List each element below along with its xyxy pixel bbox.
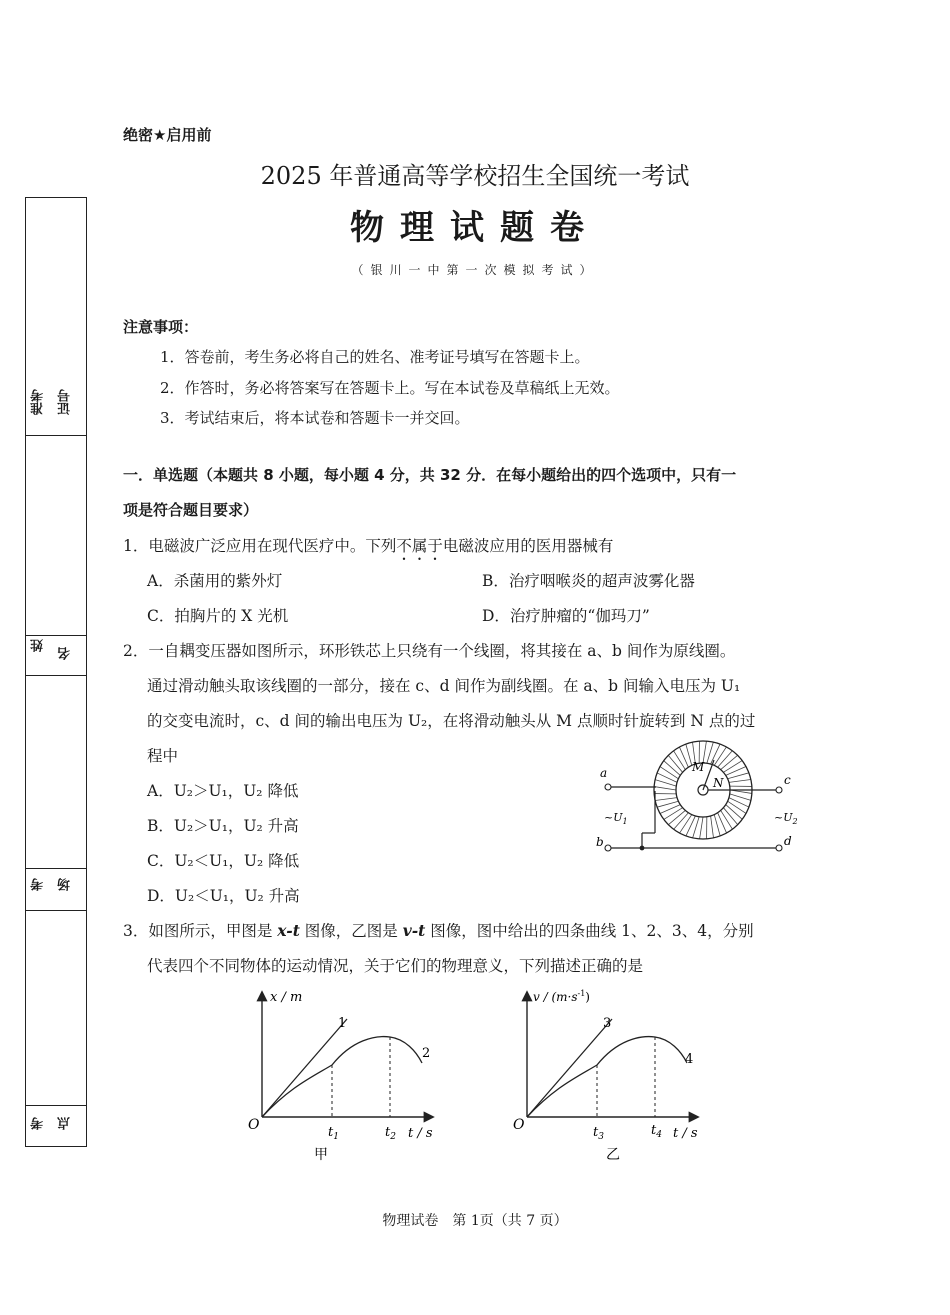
winding-turn [680,815,692,833]
tick-label-t3: $t_3$ [593,1125,604,1142]
strip-divider [26,435,86,436]
winding-turn [726,805,743,820]
strip-label-exam-room [26,868,86,910]
winding-turn [714,815,720,836]
winding-turn [654,787,676,790]
terminal-c [776,787,782,793]
winding-turn [728,801,746,813]
graph-jia-xt [240,985,450,1170]
question-2-stem-line: 2．一自耦变压器如图所示，环形铁芯上只绕有一个线圈，将其接在 a、b 间作为原线圈。 [123,642,736,660]
strip-label-col1: 考 [31,878,46,891]
x-axis-label: t / s [673,1126,698,1141]
notice-item: 3．考试结束后，将本试卷和答题卡一并交回。 [160,409,470,427]
strip-divider [26,910,86,911]
winding-turn [660,767,678,779]
strip-label-col2: 场 [58,878,73,891]
curve-1 [262,1019,347,1117]
winding-turn [718,751,733,768]
winding-turn [721,755,738,769]
question-2-option-b: B．U₂＞U₁，U₂ 升高 [147,817,299,835]
question-3-stem-line: 代表四个不同物体的运动情况，关于它们的物理意义，下列描述正确的是 [147,957,644,975]
strip-label-exam-site [26,1105,86,1147]
winding-turn [723,761,742,773]
curve-2 [262,1037,422,1117]
y-axis-label: x / m [270,990,303,1005]
graph-caption: 甲 [314,1147,328,1163]
strip-label-col2: 证号 [58,389,73,415]
notice-item: 1．答卷前，考生务必将自己的姓名、准考证号填写在答题卡上。 [160,348,590,366]
strip-label-col2: 点 [58,1117,73,1130]
tick-label-t2: $t_2$ [385,1125,396,1142]
question-2-stem-line: 程中 [147,747,179,765]
x-axis-label: t / s [408,1126,433,1141]
question-3-text: 图像，图中给出的四条曲线 1、2、3、4，分别 [425,922,754,940]
winding-turn [718,813,727,833]
question-1-emphasis: 不属于 [396,537,443,555]
strip-label-exam-number [26,383,86,435]
winding-turn [700,817,703,839]
paper-title: 物理试题卷 [350,208,600,248]
label-c: c [784,773,791,787]
question-3-term-vt: v-t [402,921,426,940]
question-1-option-d: D．治疗肿瘤的“伽玛刀” [482,607,650,625]
winding-turn [729,780,751,783]
winding-turn [679,747,688,767]
strip-label-col1: 准考 [31,389,46,415]
strip-label-col1: 姓 [31,639,46,652]
strip-label-col1: 考 [31,1117,46,1130]
section-heading: 一．单选题（本题共 8 小题，每小题 4 分，共 32 分．在每小题给出的四个选项中，只有一 [123,466,737,484]
curve-1-label: 1 [338,1016,347,1031]
binding-strip [25,197,87,1147]
question-3-term-xt: x-t [277,921,300,940]
question-1-option-c: C．拍胸片的 X 光机 [147,607,289,625]
label-a: a [600,766,608,780]
curve-4 [527,1037,687,1117]
junction-dot [640,846,645,851]
graph-yi-vt [505,985,720,1170]
origin-label: O [248,1117,260,1133]
winding-turn [668,755,682,772]
label-u1: $\sim U_1$ [604,811,628,826]
curve-4-label: 4 [685,1052,694,1067]
winding-turn [728,773,749,779]
question-1-option-a: A．杀菌用的紫外灯 [147,572,283,590]
winding-turn [655,798,677,801]
question-3-text: 图像，乙图是 [299,922,403,940]
label-d: d [784,834,792,848]
label-m: M [692,760,705,774]
question-2-stem-line: 的交变电流时，c、d 间的输出电压为 U₂，在将滑动触头从 M 点顺时针旋转到 N 点的过 [147,712,756,730]
paper-subtitle: （银川一中第一次模拟考试） [351,263,599,277]
section-heading-cont: 项是符合题目要求） [123,501,259,519]
notice-item: 2．作答时，务必将答案写在答题卡上。写在本试卷及草稿纸上无效。 [160,379,620,397]
question-1-option-b: B．治疗咽喉炎的超声波雾化器 [482,572,695,590]
winding-turn [714,747,726,765]
question-1-stem-post: 电磁波应用的医用器械有 [442,537,614,555]
question-2-stem-line: 通过滑动触头取该线圈的一部分，接在 c、d 间作为副线圈。在 a、b 间输入电压为 U₁ [147,677,741,695]
question-3-stem-line [123,919,754,941]
label-u2: $\sim U_2$ [774,811,798,826]
strip-label-name [26,635,86,675]
tick-label-t1: $t_1$ [328,1125,339,1142]
winding-turn [721,810,733,829]
winding-turn [668,810,685,824]
page-footer: 物理试卷 第 1页（共 7 页） [382,1213,568,1229]
strip-divider [26,675,86,676]
winding-turn [674,813,689,830]
origin-label: O [513,1117,525,1133]
winding-turn [657,801,678,807]
question-2-option-c: C．U₂＜U₁，U₂ 降低 [147,852,300,870]
notice-title: 注意事项： [123,318,199,336]
label-b: b [596,835,604,849]
curve-3 [527,1019,612,1117]
question-2-option-a: A．U₂＞U₁，U₂ 降低 [147,782,299,800]
question-3-text: 3．如图所示，甲图是 [123,922,278,940]
transformer-figure [590,735,820,865]
curve-3-label: 3 [603,1016,612,1031]
y-axis-label: $v / (m\cdot s^{-1})$ [533,989,590,1004]
winding-turn [664,808,683,820]
winding-turn [664,761,681,776]
terminal-a [605,784,611,790]
terminal-d [776,845,782,851]
curve-2-label: 2 [422,1046,431,1061]
tick-label-t4: $t_4$ [651,1123,662,1140]
winding-turn [660,805,680,814]
question-1-stem [123,534,613,564]
graph-caption: 乙 [606,1147,620,1163]
question-1-stem-pre: 1．电磁波广泛应用在现代医疗中。下列 [123,537,397,555]
winding-turn [726,766,746,775]
exam-title: 2025 年普通高等学校招生全国统一考试 [260,162,690,190]
confidential-mark: 绝密★启用前 [123,126,212,144]
winding-turn [674,751,686,770]
label-n: N [713,776,724,790]
terminal-b [605,845,611,851]
winding-turn [711,816,714,838]
strip-label-col2: 名 [58,647,73,660]
winding-turn [686,744,692,765]
question-2-option-d: D．U₂＜U₁，U₂ 升高 [147,887,300,905]
winding-turn [723,808,737,825]
